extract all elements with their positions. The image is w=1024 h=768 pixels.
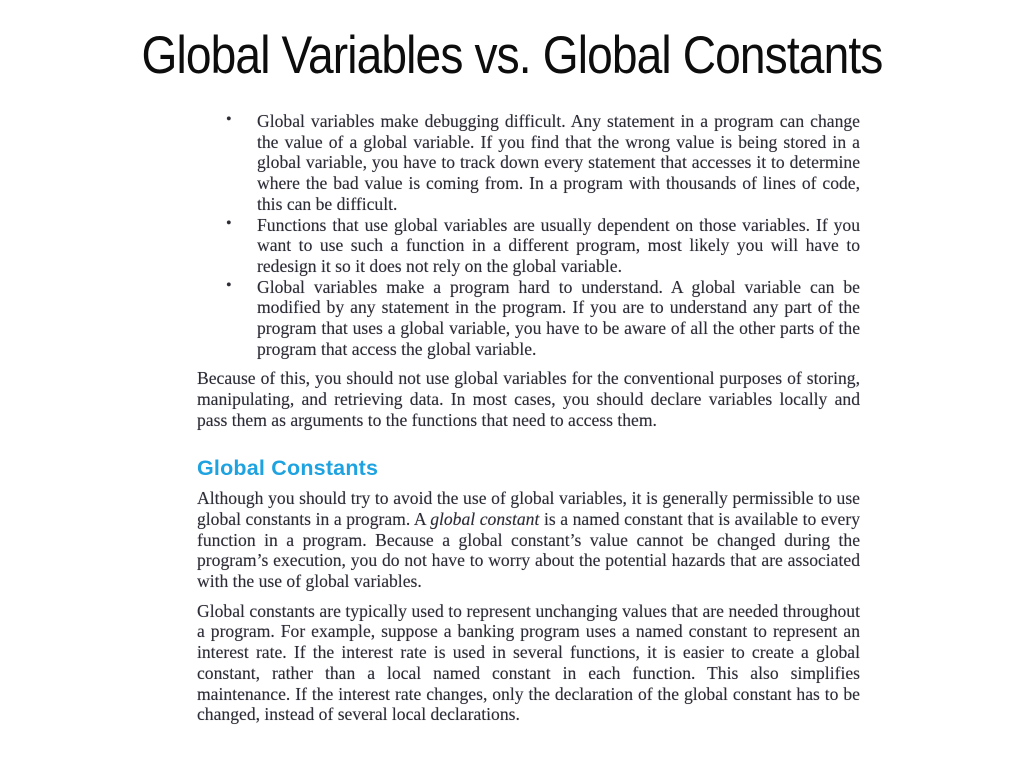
bullet-list — [197, 111, 860, 359]
bullet-icon: • — [226, 111, 232, 128]
section-heading: Global Constants — [197, 455, 379, 480]
paragraph-text: Although you should try to avoid the use of global variables, it is generally permissible to use global constants in a program. A — [197, 488, 860, 529]
bullet-text: Global variables make a program hard to understand. A global variable can be modified by any statement in the program. If you are to understand any part of the program that uses a global variable, you have to be aware of all the other parts of the program that access the global variable. — [257, 276, 860, 359]
paragraph — [197, 488, 860, 592]
paragraph: Because of this, you should not use global variables for the conventional purposes of storing, manipulating, and retrieving data. In most cases, you should declare variables locally and pass them as arguments to the functions that need to access them. — [197, 368, 860, 430]
bullet-icon: • — [226, 276, 232, 294]
list-item — [197, 111, 860, 215]
slide-title: Global Variables vs. Global Constants — [141, 26, 883, 85]
paragraph-text: is a named constant that is available to every function in a program. Because a global constant’s value cannot be changed during the program’s execution, you do not have to worry about the potential hazards that are associated with the use of global variables. — [197, 508, 861, 592]
list-item — [197, 215, 860, 277]
textbook-excerpt — [197, 111, 860, 725]
list-item — [197, 277, 860, 360]
bullet-text: Global variables make debugging difficult. Any statement in a program can change the value of a global variable. If you find that the wrong value is being stored in a global variable, you have to track down every statement that accesses it to determine where the bad value is coming from. In a program with thousands of lines of code, this can be difficult. — [257, 111, 860, 214]
bullet-text: Functions that use global variables are usually dependent on those variables. If you want to use such a function in a different program, most likely you will have to redesign it so it does not rely on the global variable. — [257, 214, 860, 276]
italic-term: global constant — [430, 508, 540, 529]
bullet-icon: • — [226, 214, 232, 232]
paragraph: Global constants are typically used to represent unchanging values that are needed throughout a program. For example, suppose a banking program uses a named constant to represent an interest rate. If the interest rate is used in several functions, it is easier to create a global constant, rather than a local named constant in each function. This also simplifies maintenance. If the interest rate changes, only the declaration of the global constant has to be changed, instead of several local declarations. — [197, 600, 860, 725]
